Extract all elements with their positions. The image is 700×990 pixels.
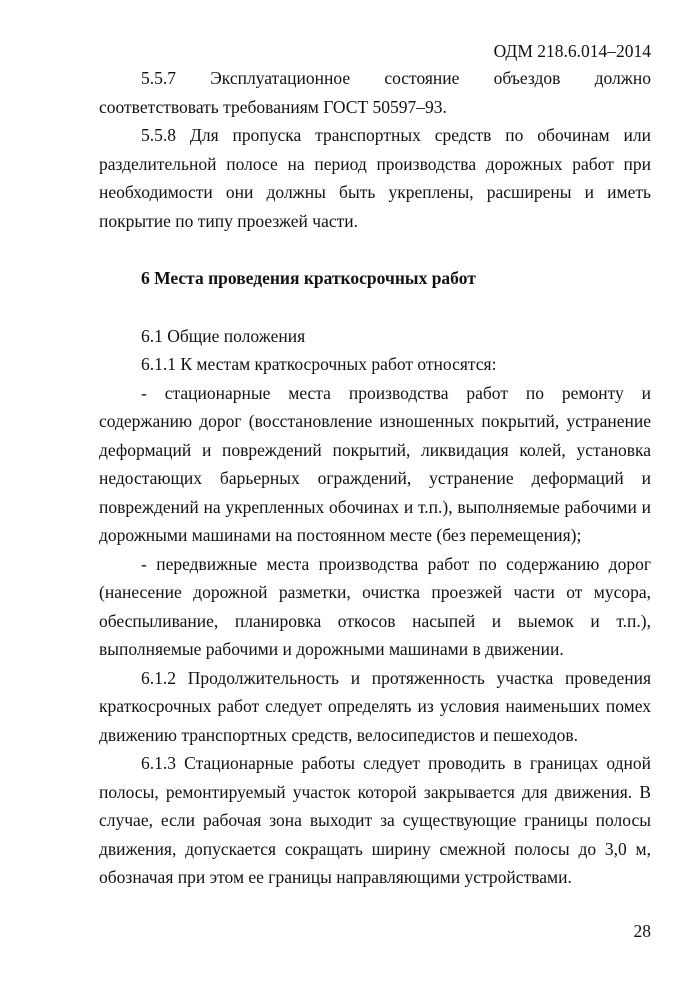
paragraph-5-5-8: 5.5.8 Для пропуска транспортных средств по обочинам или разделительной полосе на период производства дорожных работ при необходимости они должны быть укреплены, расширены и иметь покрытие по типу проезжей части.	[99, 125, 651, 231]
page-body	[99, 64, 651, 892]
section-heading: 6 Места проведения краткосрочных работ	[141, 268, 476, 288]
spacer	[99, 293, 651, 322]
paragraph-5-5-7: 5.5.7 Эксплуатационное состояние объездов должно соответствовать требованиям ГОСТ 50597–93.	[99, 68, 651, 117]
paragraph-6-1-2: 6.1.2 Продолжительность и протяженность участка проведения краткосрочных работ следует определять из условия наименьших помех движению транспортных средств, велосипедистов и пешеходов.	[99, 667, 651, 745]
list-item-mobile: - передвижные места производства работ по содержанию дорог (нанесение дорожной разметки, очистка проезжей части от мусора, обеспыливание, планировка откосов насыпей и выемок и т.п.), выполняемые рабочими и дорожными машинами в движении.	[99, 553, 651, 659]
paragraph-6-1-3: 6.1.3 Стационарные работы следует проводить в границах одной полосы, ремонтируемый участок которой закрывается для движения. В случае, если рабочая зона выходит за существующие границы полосы движения, допускается сокращать ширину смежной полосы до 3,0 м, обозначая при этом ее границы направляющими устройствами.	[99, 753, 651, 887]
page-number: 28	[633, 921, 651, 941]
list-item-stationary: - стационарные места производства работ по ремонту и содержанию дорог (восстановление изношенных покрытий, устранение деформаций и повреждений покрытий, ликвидация колей, установка недостающих барьерных ограждений, устранение деформаций и повреждений на укрепленных обочинах и т.п.), выполняемые рабочими и дорожными машинами на постоянном месте (без перемещения);	[99, 382, 651, 545]
paragraph-6-1-1: 6.1.1 К местам краткосрочных работ относятся:	[141, 354, 497, 374]
spacer	[99, 235, 651, 264]
paragraph-6-1: 6.1 Общие положения	[141, 325, 306, 346]
document-code: ОДМ 218.6.014–2014	[493, 41, 651, 61]
